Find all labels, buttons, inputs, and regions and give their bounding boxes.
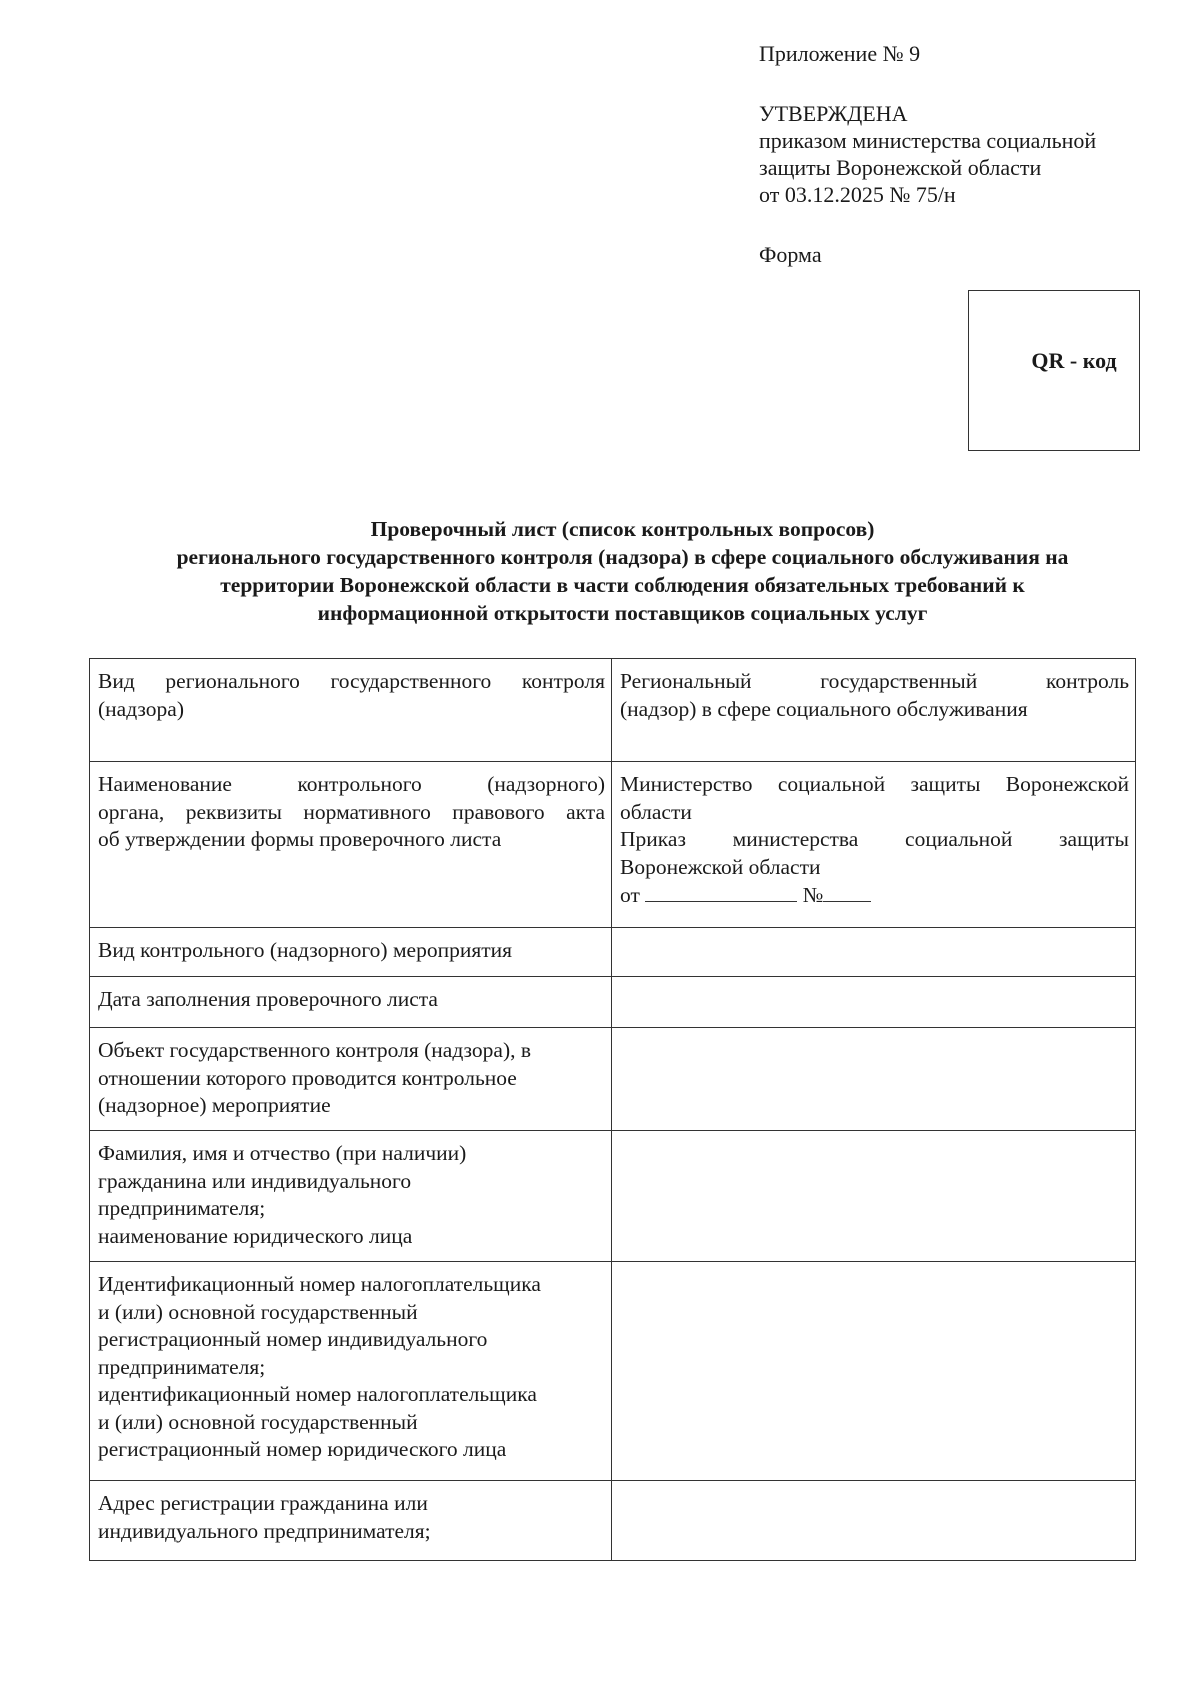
order-number-blank[interactable] bbox=[823, 881, 871, 902]
row-label: Дата заполнения проверочного листа bbox=[90, 977, 612, 1028]
approved-heading: УТВЕРЖДЕНА bbox=[759, 101, 908, 126]
title-line-4: информационной открытости поставщиков социальных услуг bbox=[317, 601, 928, 625]
form-label: Форма bbox=[759, 242, 822, 267]
order-line-2: защиты Воронежской области bbox=[759, 155, 1042, 180]
row-value-empty[interactable] bbox=[612, 1131, 1136, 1262]
order-date-number-line: от № bbox=[620, 881, 1129, 910]
checklist-table bbox=[89, 658, 1136, 1561]
row-value-empty[interactable] bbox=[612, 1262, 1136, 1481]
row-value-empty[interactable] bbox=[612, 1028, 1136, 1131]
row-value-empty[interactable] bbox=[612, 977, 1136, 1028]
document-title bbox=[80, 515, 1165, 627]
table-row bbox=[90, 1262, 1136, 1481]
title-line-2: регионального государственного контроля (надзора) в сфере социального обслуживания на bbox=[176, 545, 1069, 569]
row-label: Идентификационный номер налогоплательщика и (или) основной государственный регистрационный номер индивидуального предпринимателя; идентификационный номер налогоплательщика и (или) основной государственный регистрационный номер юридического лица bbox=[90, 1262, 612, 1481]
order-line-1: приказом министерства социальной bbox=[759, 128, 1097, 153]
row-label: Вид контрольного (надзорного) мероприятия bbox=[90, 928, 612, 977]
row-label: Объект государственного контроля (надзора), в отношении которого проводится контрольное (надзорное) мероприятие bbox=[90, 1028, 612, 1131]
row-value-empty[interactable] bbox=[612, 1481, 1136, 1561]
qr-code-label: QR - код bbox=[1031, 347, 1117, 373]
row-value-empty[interactable] bbox=[612, 928, 1136, 977]
order-date-blank[interactable] bbox=[645, 881, 797, 902]
table-row bbox=[90, 1131, 1136, 1262]
approval-block bbox=[759, 40, 1096, 268]
order-line-3: от 03.12.2025 № 75/н bbox=[759, 182, 956, 207]
qr-code-placeholder bbox=[968, 290, 1140, 451]
title-line-1: Проверочный лист (список контрольных вопросов) bbox=[370, 517, 875, 541]
table-row bbox=[90, 977, 1136, 1028]
table-row bbox=[90, 1481, 1136, 1561]
row-value: Региональный государственный контроль (надзор) в сфере социального обслуживания bbox=[612, 659, 1136, 762]
row-label: Наименование контрольного (надзорного) органа, реквизиты нормативного правового акта об утверждении формы проверочного листа bbox=[90, 762, 612, 928]
table-row bbox=[90, 928, 1136, 977]
title-line-3: территории Воронежской области в части соблюдения обязательных требований к bbox=[220, 573, 1025, 597]
row-label: Адрес регистрации гражданина или индивидуального предпринимателя; bbox=[90, 1481, 612, 1561]
row-label: Вид регионального государственного контроля (надзора) bbox=[90, 659, 612, 762]
table-row bbox=[90, 1028, 1136, 1131]
table-row bbox=[90, 762, 1136, 928]
row-label: Фамилия, имя и отчество (при наличии) гражданина или индивидуального предпринимателя; наименование юридического лица bbox=[90, 1131, 612, 1262]
table-row bbox=[90, 659, 1136, 762]
row-value: Министерство социальной защиты Воронежской области Приказ министерства социальной защиты Воронежской области от № bbox=[612, 762, 1136, 928]
appendix-number: Приложение № 9 bbox=[759, 41, 921, 66]
